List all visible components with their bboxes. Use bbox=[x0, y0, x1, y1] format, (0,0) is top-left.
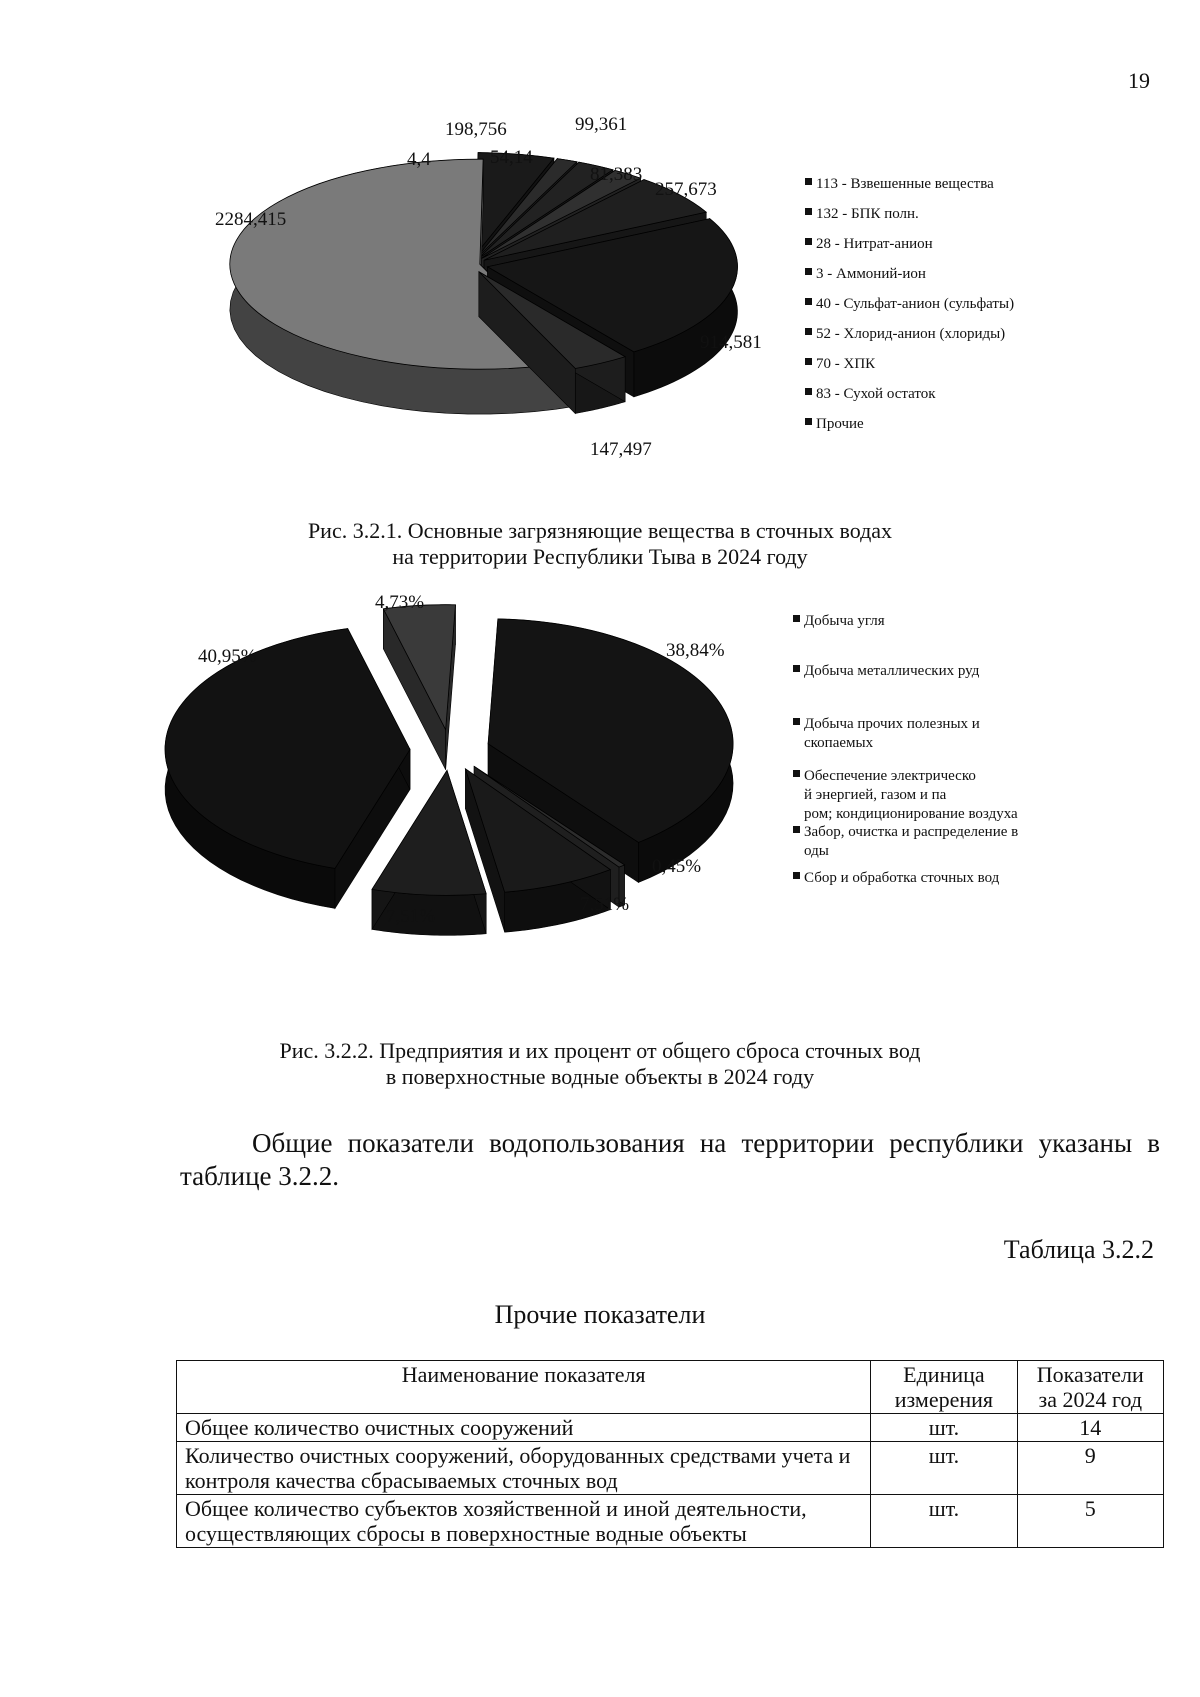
data-label: 147,497 bbox=[590, 439, 652, 460]
legend-item bbox=[805, 266, 926, 282]
legend bbox=[793, 613, 1018, 886]
indicators-table bbox=[176, 1360, 1164, 1548]
legend-swatch bbox=[805, 418, 812, 425]
legend-label: 40 - Сульфат-анион (сульфаты) bbox=[816, 296, 1015, 312]
data-label: 2284,415 bbox=[215, 209, 287, 230]
figure-2-caption-line-2: в поверхностные водные объекты в 2024 году bbox=[385, 1064, 815, 1089]
data-label: 257,673 bbox=[655, 179, 717, 200]
figure-2-caption-line-1: Рис. 3.2.2. Предприятия и их процент от общего сброса сточных вод bbox=[279, 1038, 921, 1063]
pollutants-pie-chart bbox=[0, 100, 1200, 500]
legend-swatch bbox=[805, 388, 812, 395]
header-unit: Единица измерения bbox=[871, 1361, 1017, 1414]
legend-item bbox=[805, 326, 1005, 342]
legend-item bbox=[805, 386, 936, 402]
data-label: 38,84% bbox=[666, 640, 725, 661]
legend-item bbox=[805, 206, 919, 222]
legend-label: Забор, очистка и распределение в оды bbox=[804, 824, 1019, 859]
legend-label: Добыча угля bbox=[804, 613, 885, 629]
legend-label: 28 - Нитрат-анион bbox=[816, 236, 933, 252]
legend-swatch bbox=[805, 268, 812, 275]
row-unit: шт. bbox=[871, 1495, 1017, 1548]
data-label: 4,4 bbox=[407, 149, 431, 170]
legend-swatch bbox=[805, 208, 812, 215]
row-value: 9 bbox=[1017, 1442, 1163, 1495]
legend-item bbox=[805, 176, 994, 192]
data-label: 7,51% bbox=[580, 894, 630, 915]
row-value: 5 bbox=[1017, 1495, 1163, 1548]
legend-swatch bbox=[793, 826, 800, 833]
legend-swatch bbox=[805, 178, 812, 185]
legend-label: Добыча прочих полезных и скопаемых bbox=[804, 716, 980, 751]
legend-label: 70 - ХПК bbox=[816, 356, 876, 372]
table-title: Прочие показатели bbox=[494, 1300, 706, 1329]
figure-1-caption-line-1: Рис. 3.2.1. Основные загрязняющие вещества в сточных водах bbox=[307, 518, 893, 543]
legend-item bbox=[793, 824, 1018, 859]
table-number: Таблица 3.2.2 bbox=[1003, 1235, 1154, 1264]
data-label: 40,95% bbox=[198, 646, 257, 667]
legend-label: Обеспечение электрическо й энергией, газом и па ром; кондиционирование воздуха bbox=[804, 768, 1018, 822]
legend-swatch bbox=[793, 665, 800, 672]
legend-swatch bbox=[793, 872, 800, 879]
table-row bbox=[177, 1442, 1164, 1495]
legend-item bbox=[793, 663, 980, 679]
legend-label: 52 - Хлорид-анион (хлориды) bbox=[816, 326, 1006, 342]
data-label: 99,361 bbox=[575, 114, 628, 135]
enterprises-pie-chart bbox=[0, 592, 1200, 1020]
legend-item bbox=[793, 613, 885, 629]
header-indicator-name: Наименование показателя bbox=[177, 1361, 871, 1414]
data-label: 0,45% bbox=[652, 856, 702, 877]
table-row bbox=[177, 1414, 1164, 1442]
legend-item bbox=[805, 296, 1014, 312]
legend bbox=[805, 176, 1014, 432]
header-value-2024: Показатели за 2024 год bbox=[1017, 1361, 1163, 1414]
data-label: 4,73% bbox=[375, 592, 425, 613]
figure-1-caption bbox=[0, 518, 1200, 570]
legend-swatch bbox=[793, 770, 800, 777]
legend-item bbox=[805, 236, 933, 252]
legend-item bbox=[805, 356, 876, 372]
row-value: 14 bbox=[1017, 1414, 1163, 1442]
legend-swatch bbox=[793, 718, 800, 725]
legend-label: 113 - Взвешенные вещества bbox=[816, 176, 994, 192]
legend-item bbox=[793, 716, 980, 751]
legend-label: 83 - Сухой остаток bbox=[816, 386, 936, 402]
pie-slice bbox=[165, 629, 410, 909]
data-label: 54,14 bbox=[490, 147, 533, 168]
legend-label: Добыча металлических руд bbox=[804, 663, 980, 679]
data-label: 7,51% bbox=[386, 906, 436, 927]
legend-swatch bbox=[805, 328, 812, 335]
page-number: 19 bbox=[1128, 68, 1150, 93]
data-label: 81,383 bbox=[590, 164, 643, 185]
row-name: Общее количество субъектов хозяйственной и иной деятельности, осуществляющих сбросы в поверхностные водные объекты bbox=[177, 1495, 871, 1548]
data-label: 914,581 bbox=[700, 332, 762, 353]
legend-swatch bbox=[805, 298, 812, 305]
table-row bbox=[177, 1495, 1164, 1548]
row-name: Количество очистных сооружений, оборудованных средствами учета и контроля качества сбрасываемых сточных вод bbox=[177, 1442, 871, 1495]
legend-item bbox=[805, 416, 864, 432]
legend-label: 132 - БПК полн. bbox=[816, 206, 919, 222]
legend-item bbox=[793, 768, 1018, 822]
body-paragraph: Общие показатели водопользования на территории республики указаны в таблице 3.2.2. bbox=[180, 1128, 1160, 1191]
row-name: Общее количество очистных сооружений bbox=[177, 1414, 871, 1442]
legend-label: Прочие bbox=[816, 416, 864, 432]
figure-2-caption bbox=[0, 1038, 1200, 1090]
legend-label: 3 - Аммоний-ион bbox=[816, 266, 926, 282]
data-label: 198,756 bbox=[445, 119, 507, 140]
row-unit: шт. bbox=[871, 1414, 1017, 1442]
table-header-row bbox=[177, 1361, 1164, 1414]
legend-swatch bbox=[805, 238, 812, 245]
legend-swatch bbox=[805, 358, 812, 365]
figure-1-caption-line-2: на территории Республики Тыва в 2024 году bbox=[392, 544, 808, 569]
row-unit: шт. bbox=[871, 1442, 1017, 1495]
legend-label: Сбор и обработка сточных вод bbox=[804, 870, 1000, 886]
legend-swatch bbox=[793, 615, 800, 622]
legend-item bbox=[793, 870, 1000, 886]
